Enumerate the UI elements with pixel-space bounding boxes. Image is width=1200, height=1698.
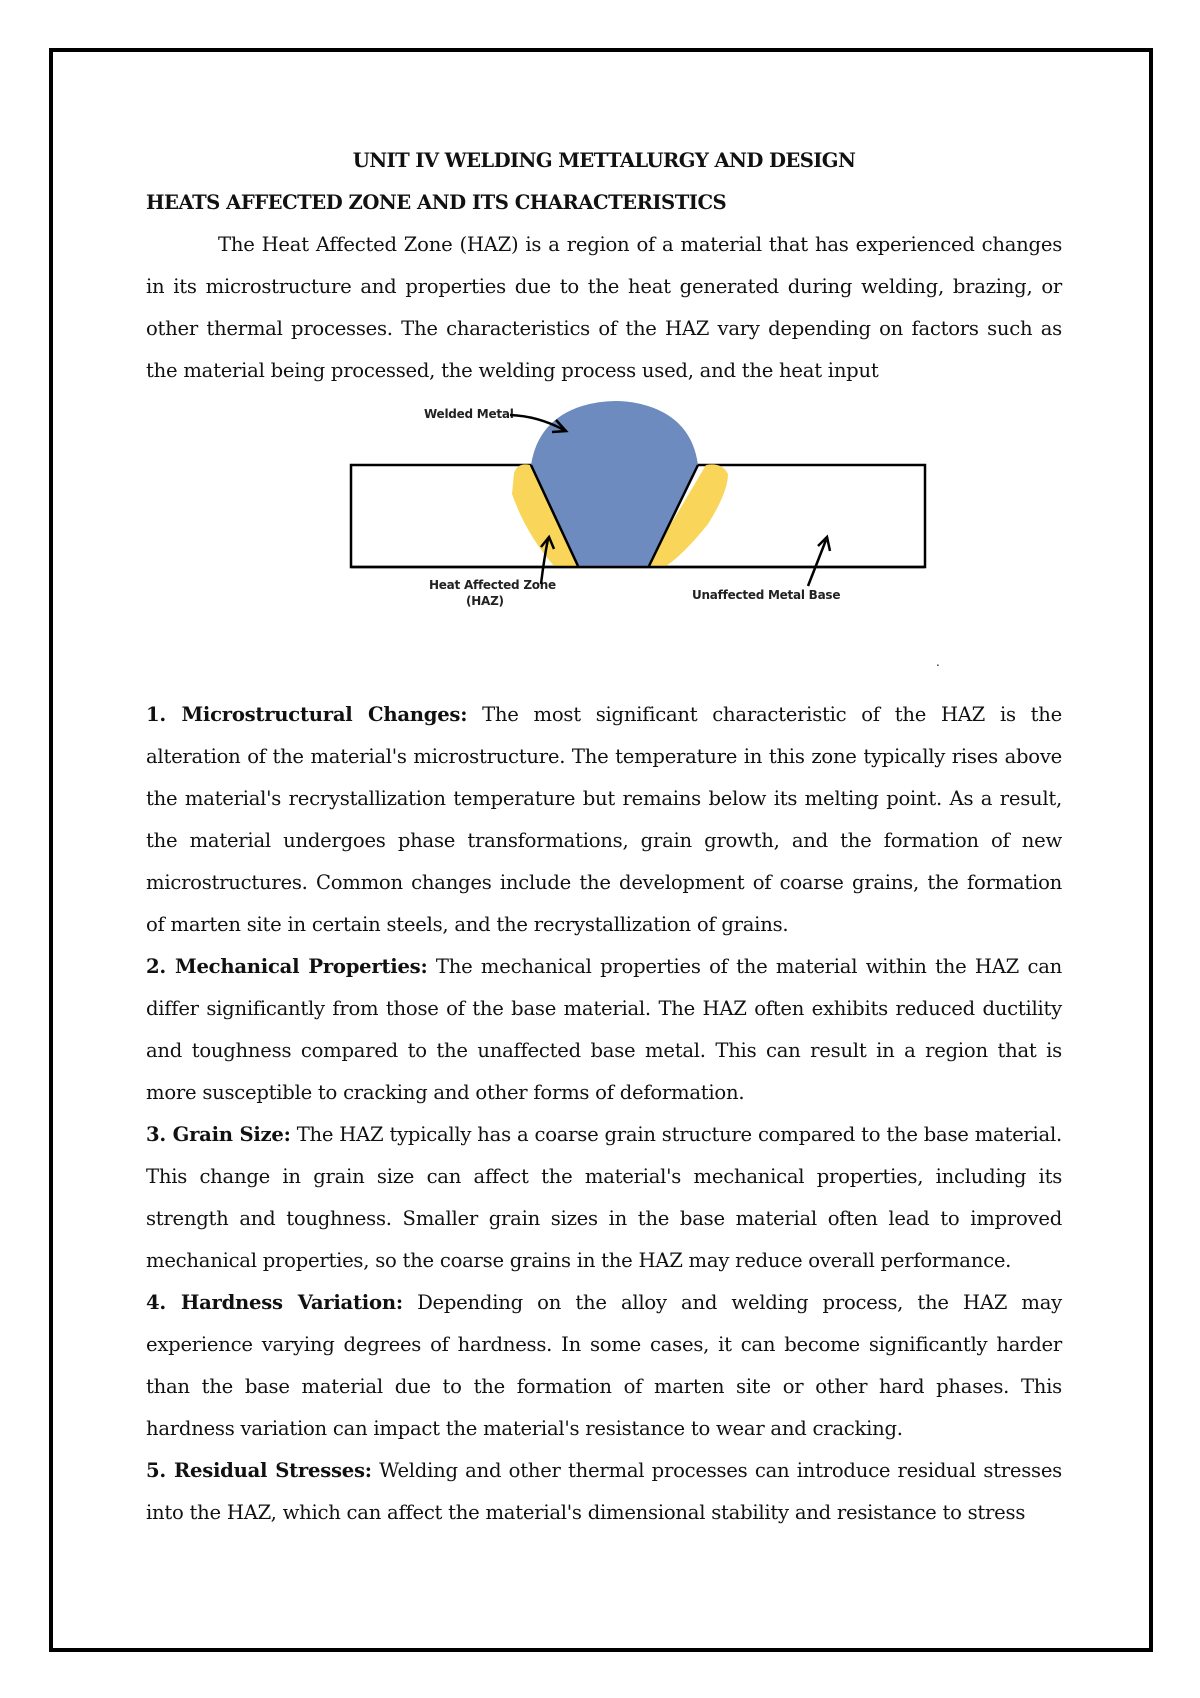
point-4-text: Depending on the alloy and welding process, the HAZ may experience varying degrees of hardness. In some cases, it can become significantly harder than the base material due to the formation of marten site or other hard phases. This hardness variation can impact the material's resistance to wear and cracking.	[146, 1291, 1063, 1440]
point-4-label: 4. Hardness Variation:	[146, 1291, 403, 1314]
intro-paragraph: The Heat Affected Zone (HAZ) is a region of a material that has experienced changes in its microstructure and properties due to the heat generated during welding, brazing, or other thermal processes. The characteristics of the HAZ vary depending on factors such as the material being processed, the welding process used, and the heat input	[146, 233, 1062, 382]
label-haz-line2: (HAZ)	[466, 594, 504, 608]
section-heading: HEATS AFFECTED ZONE AND ITS CHARACTERISTICS	[146, 191, 727, 214]
stray-dot: .	[936, 655, 940, 669]
point-5-label: 5. Residual Stresses:	[146, 1459, 372, 1482]
document-body	[146, 140, 1062, 1534]
point-1-text: The most significant characteristic of the HAZ is the alteration of the material's microstructure. The temperature in this zone typically rises above the material's recrystallization temperature but remains below its melting point. As a result, the material undergoes phase transformations, grain growth, and the formation of new microstructures. Common changes include the development of coarse grains, the formation of marten site in certain steels, and the recrystallization of grains.	[146, 703, 1063, 936]
point-2-text: The mechanical properties of the material within the HAZ can differ significantly from those of the base material. The HAZ often exhibits reduced ductility and toughness compared to the unaffected base metal. This can result in a region that is more susceptible to cracking and other forms of deformation.	[146, 955, 1062, 1104]
point-2	[146, 946, 1062, 1114]
point-3-text: The HAZ typically has a coarse grain structure compared to the base material. This change in grain size can affect the material's mechanical properties, including its strength and toughness. Smaller grain sizes in the base material often lead to improved mechanical properties, so the coarse grains in the HAZ may reduce overall performance.	[146, 1123, 1062, 1272]
unit-title: UNIT IV WELDING METTALURGY AND DESIGN	[352, 149, 856, 172]
point-3-label: 3. Grain Size:	[146, 1123, 291, 1146]
point-1	[146, 694, 1062, 946]
haz-diagram	[146, 394, 1062, 694]
label-unaffected: Unaffected Metal Base	[692, 588, 841, 602]
haz-diagram-svg	[146, 394, 1062, 694]
label-welded-metal: Welded Metal	[424, 407, 514, 421]
point-4	[146, 1282, 1062, 1450]
point-5-text: Welding and other thermal processes can introduce residual stresses into the HAZ, which can affect the material's dimensional stability and resistance to stress	[146, 1459, 1062, 1524]
point-5	[146, 1450, 1062, 1534]
point-3	[146, 1114, 1062, 1282]
point-2-label: 2. Mechanical Properties:	[146, 955, 428, 978]
point-1-label: 1. Microstructural Changes:	[146, 703, 468, 726]
label-haz-line1: Heat Affected Zone	[429, 578, 556, 592]
